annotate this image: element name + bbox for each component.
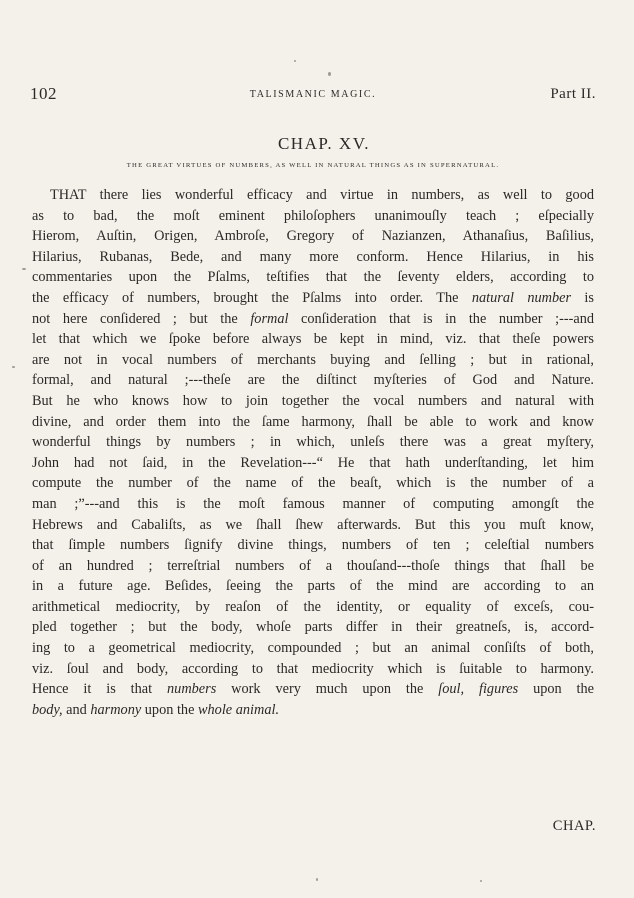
text-segment: not here conſidered ; but the [32,310,238,327]
text-line: formal, and natural ;---theſe are the diſtinct myſteries of God and Nature. [32,372,594,389]
text-line: Hilarius, Rubanas, Bede, and many more conform. Hence Hilarius, in his [32,248,594,265]
text-segment: is [571,289,594,306]
text-line: John had not ſaid, in the Revelation---“ He that hath underſtanding, let him [32,454,594,471]
text-line: as to bad, the moſt eminent philoſophers unanimouſly teach ; eſpecially [32,207,594,224]
text-segment: and [62,701,91,718]
italic-segment: numbers [167,681,217,698]
text-line: commentaries upon the Pſalms, teſtifies that the ſeventy elders, according to [32,269,594,286]
text-line: wonderful things by numbers ; in which, unleſs there was a great myſtery, [32,434,594,451]
chapter-subtitle: THE GREAT VIRTUES OF NUMBERS, AS WELL IN NATURAL THINGS AS IN SUPERNATURAL. [126,162,500,169]
text-line: arithmetical mediocrity, by reaſon of the identity, or equality of exceſs, cou- [32,598,594,615]
text-line-mixed [32,679,594,700]
text-line: let that which we ſpoke before always be kept in mind, viz. that theſe powers [32,331,594,348]
body-text [32,185,594,720]
running-title: TALISMANIC MAGIC. [249,89,377,100]
italic-segment: body, [32,701,63,718]
italic-segment: formal [250,310,289,327]
catchword: CHAP. [552,818,596,834]
text-line: pled together ; but the body, whoſe parts differ in their greatneſs, is, accord- [32,619,594,636]
text-line: man ;”---and this is the moſt famous manner of computing amongſt the [32,495,594,512]
italic-segment: natural number [471,289,572,306]
running-head [30,84,596,106]
text-line: THAT there lies wonderful efficacy and virtue in numbers, as well to good [50,187,594,203]
chapter-heading: CHAP. XV. [277,134,371,153]
text-line-mixed [32,288,594,309]
paper-speck [316,878,318,881]
text-segment: upon the [141,701,198,718]
page-number: 102 [30,84,57,103]
text-line-mixed [32,309,594,330]
text-line: are not in vocal numbers of merchants buying and ſelling ; but in rational, [32,351,594,368]
text-segment: conſideration that is in the number ;---and [288,310,594,327]
text-segment: the efficacy of numbers, brought the Pſalms into order. The [32,289,459,306]
part-label: Part II. [550,86,596,102]
text-line-mixed [32,700,594,721]
text-line: Hebrews and Cabaliſts, as we ſhall ſhew afterwards. But this you muſt know, [32,516,594,533]
text-line: in a future age. Beſides, ſeeing the parts of the mind are according to an [32,578,594,595]
text-segment: Hence it is that [32,681,153,698]
paper-speck [22,268,26,270]
text-segment: upon the [518,681,595,698]
text-segment: work very much upon the [216,681,439,698]
text-line: of an hundred ; terreſtrial numbers of a thouſand---thoſe things that ſhall be [32,557,594,574]
paper-speck [480,880,482,882]
paper-speck [294,60,296,62]
text-line: Hierom, Auſtin, Origen, Ambroſe, Gregory of Nazianzen, Athanaſius, Baſilius, [32,228,594,245]
text-line: that ſimple numbers ſignify divine things, numbers of ten ; celeſtial numbers [32,537,594,554]
text-line: ing to a geometrical mediocrity, compounded ; but an animal conſiſts of both, [32,640,594,657]
text-line: compute the number of the name of the beaſt, which is the number of a [32,475,594,492]
paper-speck [328,72,331,76]
text-line: But he who knows how to join together the vocal numbers and natural with [32,392,594,409]
text-line: divine, and order them into the ſame harmony, ſhall be able to work and know [32,413,594,430]
italic-segment: whole animal. [198,701,280,718]
italic-segment: harmony [90,701,142,718]
italic-segment: ſoul, figures [438,681,519,698]
text-line: viz. ſoul and body, according to that mediocrity which is ſuitable to harmony. [32,660,594,677]
paper-speck [12,366,15,368]
